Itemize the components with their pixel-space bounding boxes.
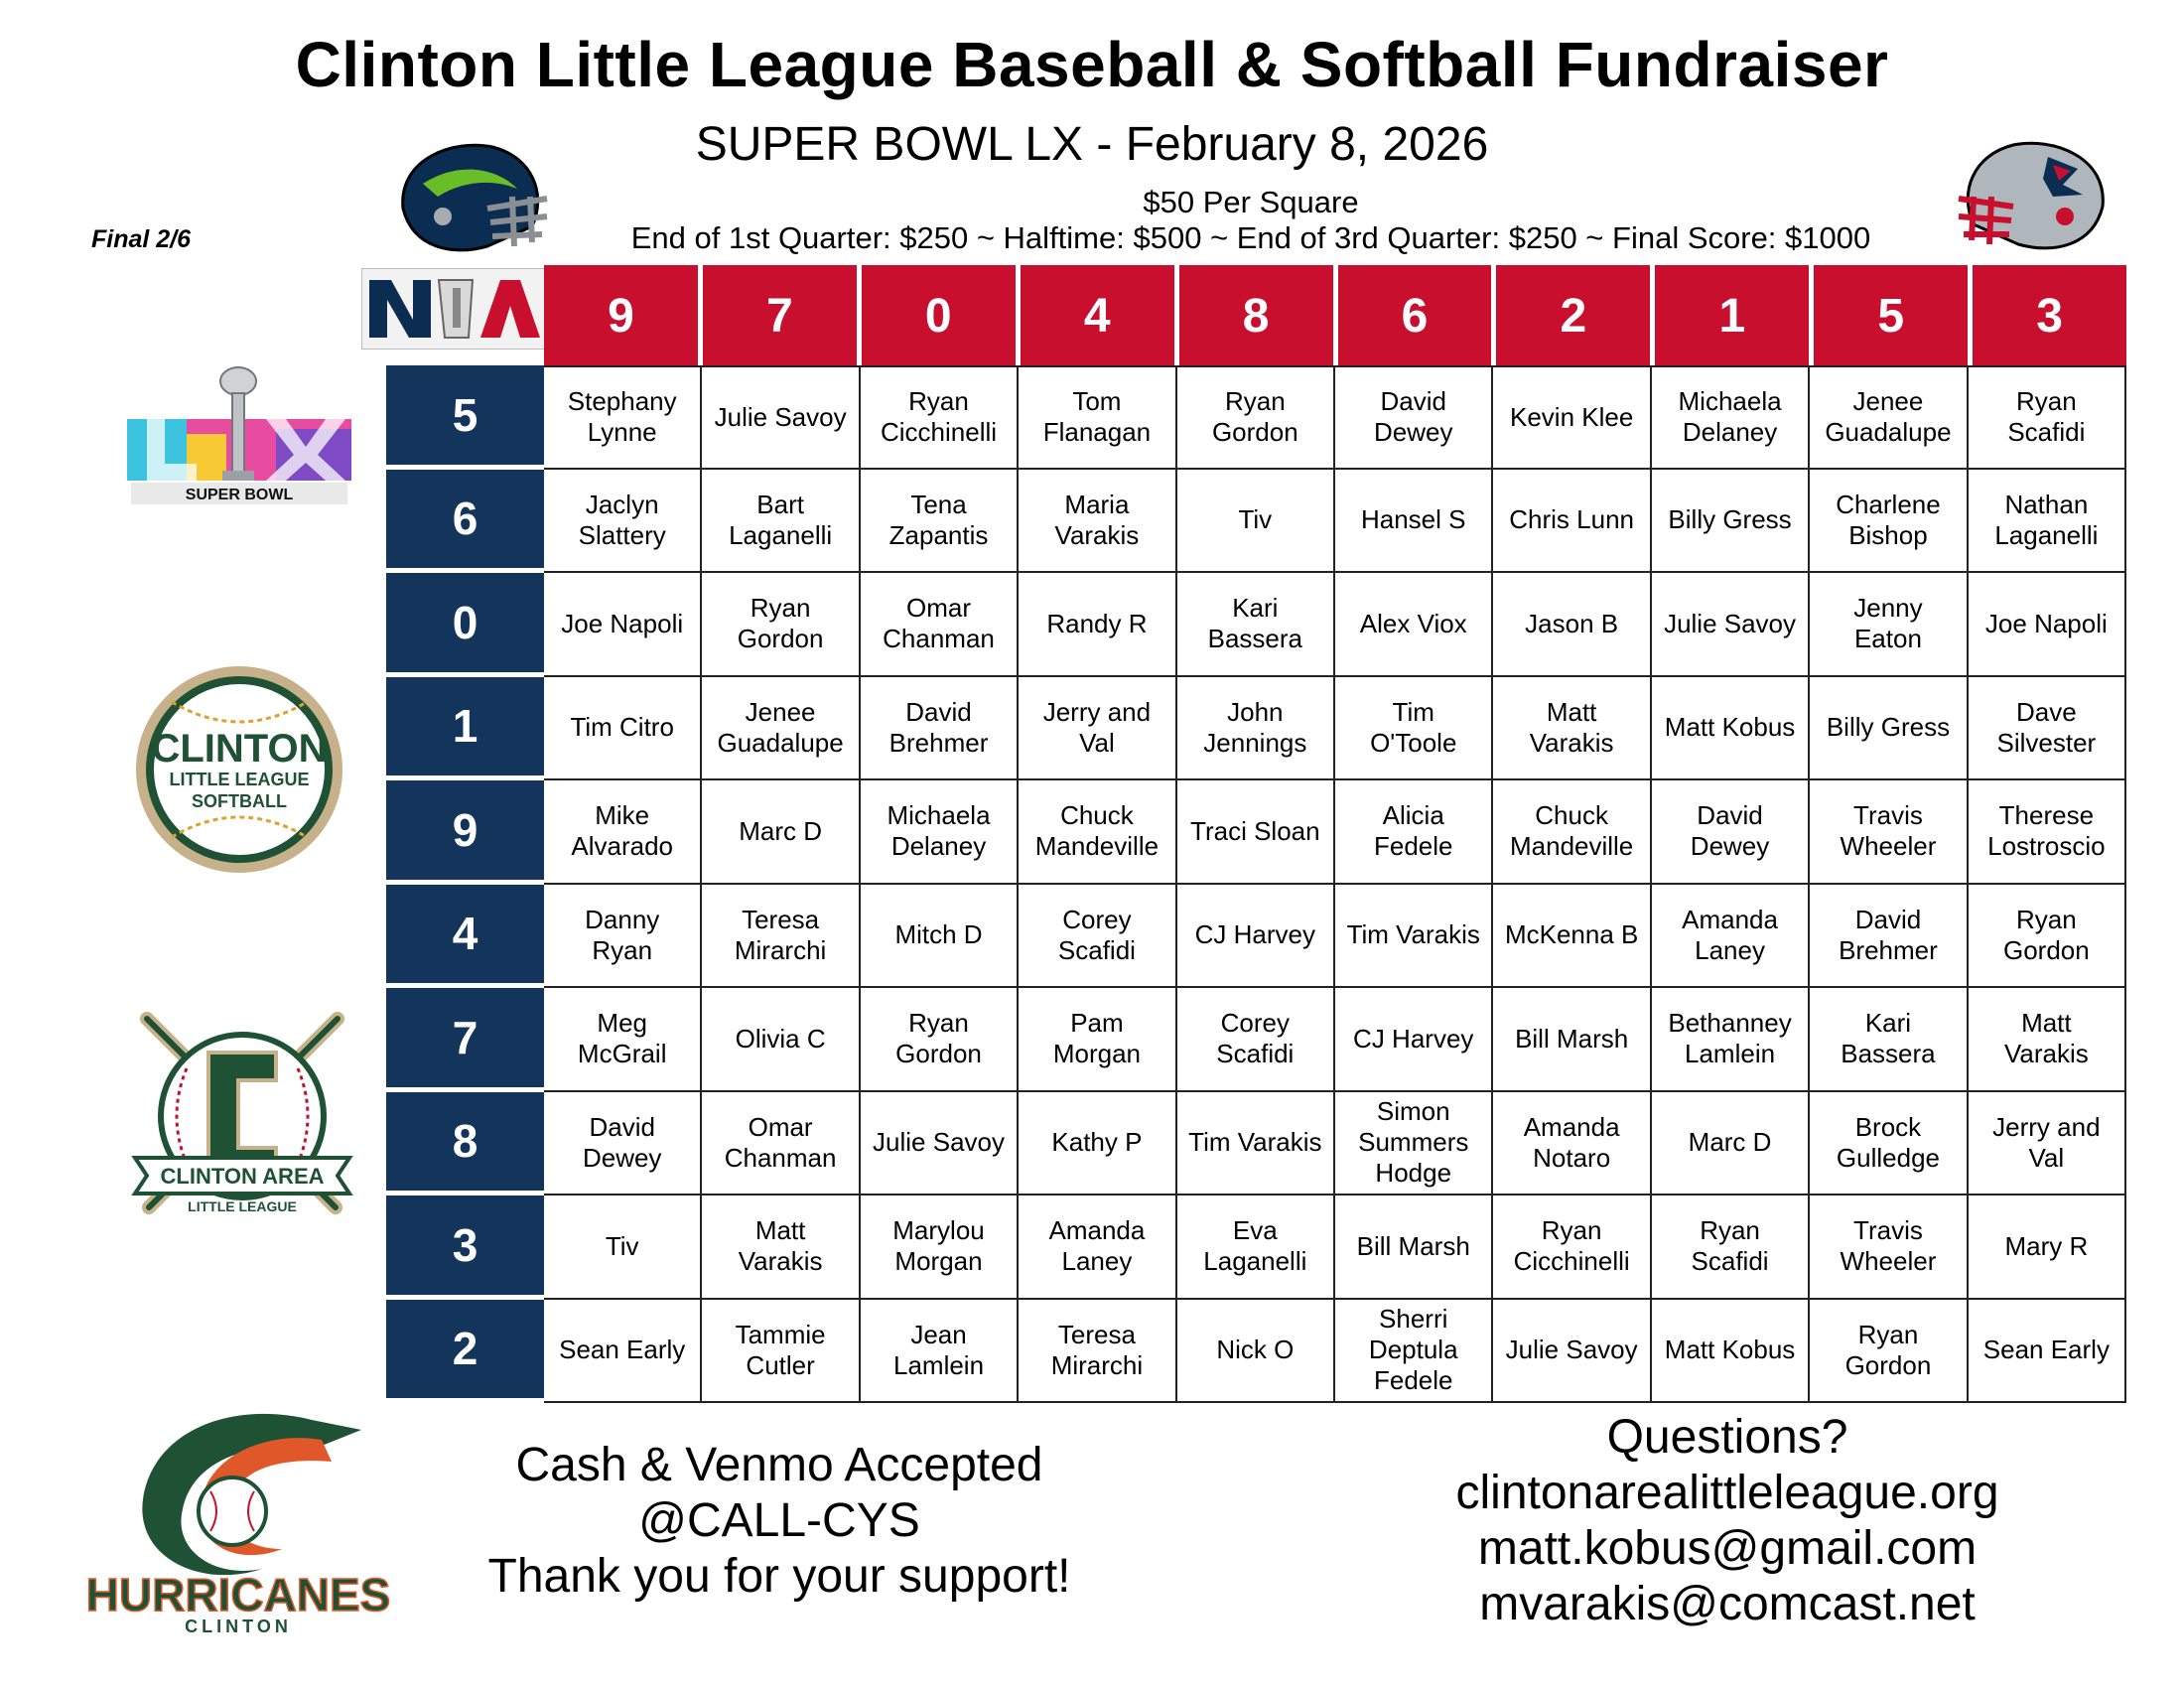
square-cell: Stephany Lynne <box>544 367 702 468</box>
square-cell: Ryan Cicchinelli <box>861 367 1019 468</box>
square-cell: Billy Gress <box>1810 677 1968 779</box>
square-cell: David Dewey <box>1652 780 1810 883</box>
square-cell: David Dewey <box>1335 367 1493 468</box>
grid-row <box>386 1196 2126 1300</box>
column-digit: 3 <box>1973 265 2126 367</box>
row-digit: 7 <box>386 988 544 1092</box>
square-cell: Jenee Guadalupe <box>702 677 860 779</box>
square-cell: Corey Scafidi <box>1019 885 1176 987</box>
square-cell: Omar Chanman <box>702 1092 860 1195</box>
square-cell: Matt Kobus <box>1652 677 1810 779</box>
square-cell: Brock Gulledge <box>1810 1092 1968 1195</box>
square-cell: Alex Viox <box>1335 573 1493 675</box>
square-cell: Bill Marsh <box>1493 988 1651 1090</box>
venmo-handle: @CALL-CYS <box>638 1494 920 1547</box>
grid-row <box>386 365 2126 470</box>
square-cell: Marylou Morgan <box>861 1196 1019 1298</box>
square-cell: Tammie Cutler <box>702 1300 860 1402</box>
superbowl-lx-logo-icon <box>127 359 351 510</box>
square-cell: Marc D <box>702 780 860 883</box>
payout-schedule: End of 1st Quarter: $250 ~ Halftime: $500 ~ End of 3rd Quarter: $250 ~ Final Score: $1000 <box>630 220 1871 255</box>
column-digit: 5 <box>1814 265 1973 367</box>
square-cell: Tim Varakis <box>1177 1092 1335 1195</box>
patriots-helmet-icon <box>1954 137 2122 258</box>
square-cell: Tena Zapantis <box>861 470 1019 572</box>
payment-info <box>417 1438 1142 1605</box>
email-link-varakis[interactable]: mvarakis@comcast.net <box>1479 1578 1976 1630</box>
row-digit: 2 <box>386 1300 544 1404</box>
thank-you-note: Thank you for your support! <box>487 1550 1071 1603</box>
square-cell: Ryan Scafidi <box>1969 367 2126 468</box>
column-digit: 2 <box>1496 265 1655 367</box>
square-cell: Danny Ryan <box>544 885 702 987</box>
square-cell: Meg McGrail <box>544 988 702 1090</box>
seahawks-helmet-icon <box>383 139 552 260</box>
final-label: Final 2/6 <box>91 225 192 253</box>
square-cell: Tiv <box>1177 470 1335 572</box>
square-cell: Chuck Mandeville <box>1493 780 1651 883</box>
square-cell: Chris Lunn <box>1493 470 1651 572</box>
squares-grid <box>386 365 2126 1403</box>
square-cell: Nathan Laganelli <box>1969 470 2126 572</box>
row-digit: 5 <box>386 365 544 470</box>
square-cell: Corey Scafidi <box>1177 988 1335 1090</box>
square-cell: Jenny Eaton <box>1810 573 1968 675</box>
square-cell: Julie Savoy <box>1493 1300 1651 1402</box>
square-cell: Marc D <box>1652 1092 1810 1195</box>
square-cell: McKenna B <box>1493 885 1651 987</box>
square-cell: Matt Varakis <box>1969 988 2126 1090</box>
svg-text:CLINTON AREA: CLINTON AREA <box>160 1164 325 1189</box>
square-cell: Eva Laganelli <box>1177 1196 1335 1298</box>
square-cell: Tiv <box>544 1196 702 1298</box>
svg-text:CLINTON: CLINTON <box>185 1617 292 1636</box>
questions-heading: Questions? <box>1606 1411 1848 1464</box>
column-digit: 4 <box>1021 265 1179 367</box>
square-cell: Bill Marsh <box>1335 1196 1493 1298</box>
square-cell: CJ Harvey <box>1177 885 1335 987</box>
square-cell: John Jennings <box>1177 677 1335 779</box>
square-cell: Ryan Gordon <box>1177 367 1335 468</box>
email-link-kobus[interactable]: matt.kobus@gmail.com <box>1477 1522 1978 1575</box>
row-digit: 0 <box>386 573 544 677</box>
square-cell: Ryan Cicchinelli <box>1493 1196 1651 1298</box>
square-cell: Tim Citro <box>544 677 702 779</box>
website-link[interactable]: clintonarealittleleague.org <box>1455 1467 1999 1519</box>
column-digit-header <box>544 265 2126 367</box>
price-per-square: $50 Per Square <box>1143 185 1359 219</box>
grid-row <box>386 1300 2126 1404</box>
grid-row <box>386 1092 2126 1196</box>
square-cell: Kari Bassera <box>1177 573 1335 675</box>
square-cell: Maria Varakis <box>1019 470 1176 572</box>
square-cell: Pam Morgan <box>1019 988 1176 1090</box>
square-cell: Nick O <box>1177 1300 1335 1402</box>
clinton-area-logo-icon <box>127 1009 357 1225</box>
grid-row <box>386 780 2126 885</box>
square-cell: Sherri Deptula Fedele <box>1335 1300 1493 1402</box>
grid-row <box>386 470 2126 574</box>
square-cell: Mike Alvarado <box>544 780 702 883</box>
svg-text:SUPER BOWL: SUPER BOWL <box>185 487 294 503</box>
svg-text:LITTLE LEAGUE: LITTLE LEAGUE <box>188 1198 297 1214</box>
square-cell: Olivia C <box>702 988 860 1090</box>
square-cell: Dave Silvester <box>1969 677 2126 779</box>
hurricanes-logo-icon <box>83 1400 393 1638</box>
column-digit: 7 <box>703 265 862 367</box>
contact-info <box>1370 1410 2085 1632</box>
grid-row <box>386 885 2126 989</box>
square-cell: David Brehmer <box>1810 885 1968 987</box>
column-digit: 9 <box>544 265 703 367</box>
square-cell: Julie Savoy <box>1652 573 1810 675</box>
square-cell: Ryan Gordon <box>861 988 1019 1090</box>
square-cell: CJ Harvey <box>1335 988 1493 1090</box>
square-cell: Mary R <box>1969 1196 2126 1298</box>
square-cell: Matt Varakis <box>1493 677 1651 779</box>
square-cell: Matt Kobus <box>1652 1300 1810 1402</box>
square-cell: Bart Laganelli <box>702 470 860 572</box>
square-cell: Kari Bassera <box>1810 988 1968 1090</box>
column-digit: 8 <box>1179 265 1338 367</box>
square-cell: Kathy P <box>1019 1092 1176 1195</box>
square-cell: Sean Early <box>1969 1300 2126 1402</box>
square-cell: Simon Summers Hodge <box>1335 1092 1493 1195</box>
page-title: Clinton Little League Baseball & Softball Fundraiser <box>295 29 1889 100</box>
square-cell: Travis Wheeler <box>1810 1196 1968 1298</box>
row-digit: 8 <box>386 1092 544 1196</box>
square-cell: Matt Varakis <box>702 1196 860 1298</box>
row-digit: 4 <box>386 885 544 989</box>
square-cell: Jerry and Val <box>1019 677 1176 779</box>
square-cell: Michaela Delaney <box>1652 367 1810 468</box>
square-cell: Michaela Delaney <box>861 780 1019 883</box>
column-digit: 0 <box>862 265 1021 367</box>
clinton-softball-logo-icon <box>132 662 346 877</box>
square-cell: Teresa Mirarchi <box>702 885 860 987</box>
square-cell: Joe Napoli <box>1969 573 2126 675</box>
svg-text:SOFTBALL: SOFTBALL <box>192 791 287 811</box>
square-cell: Amanda Laney <box>1019 1196 1176 1298</box>
square-cell: Jenee Guadalupe <box>1810 367 1968 468</box>
grid-row <box>386 573 2126 677</box>
square-cell: Chuck Mandeville <box>1019 780 1176 883</box>
square-cell: Charlene Bishop <box>1810 470 1968 572</box>
square-cell: Ryan Gordon <box>1810 1300 1968 1402</box>
square-cell: David Dewey <box>544 1092 702 1195</box>
payment-methods: Cash & Venmo Accepted <box>515 1439 1043 1491</box>
square-cell: Billy Gress <box>1652 470 1810 572</box>
square-cell: Ryan Gordon <box>702 573 860 675</box>
square-cell: Amanda Notaro <box>1493 1092 1651 1195</box>
square-cell: Tim Varakis <box>1335 885 1493 987</box>
square-cell: Randy R <box>1019 573 1176 675</box>
square-cell: Omar Chanman <box>861 573 1019 675</box>
row-digit: 3 <box>386 1196 544 1300</box>
svg-text:LITTLE LEAGUE: LITTLE LEAGUE <box>169 770 310 789</box>
column-digit: 6 <box>1338 265 1497 367</box>
square-cell: Bethanney Lamlein <box>1652 988 1810 1090</box>
square-cell: Hansel S <box>1335 470 1493 572</box>
svg-text:HURRICANES: HURRICANES <box>85 1569 391 1620</box>
square-cell: Alicia Fedele <box>1335 780 1493 883</box>
square-cell: Kevin Klee <box>1493 367 1651 468</box>
square-cell: Sean Early <box>544 1300 702 1402</box>
square-cell: Mitch D <box>861 885 1019 987</box>
row-digit: 6 <box>386 470 544 574</box>
square-cell: Traci Sloan <box>1177 780 1335 883</box>
square-cell: Jean Lamlein <box>861 1300 1019 1402</box>
column-digit: 1 <box>1655 265 1814 367</box>
square-cell: Amanda Laney <box>1652 885 1810 987</box>
grid-row <box>386 988 2126 1092</box>
square-cell: Teresa Mirarchi <box>1019 1300 1176 1402</box>
svg-text:CLINTON: CLINTON <box>151 727 328 771</box>
square-cell: Julie Savoy <box>861 1092 1019 1195</box>
square-cell: Jaclyn Slattery <box>544 470 702 572</box>
square-cell: Tom Flanagan <box>1019 367 1176 468</box>
square-cell: Jerry and Val <box>1969 1092 2126 1195</box>
square-cell: Julie Savoy <box>702 367 860 468</box>
square-cell: Ryan Scafidi <box>1652 1196 1810 1298</box>
grid-row <box>386 677 2126 781</box>
square-cell: Ryan Gordon <box>1969 885 2126 987</box>
row-digit: 9 <box>386 780 544 885</box>
square-cell: Jason B <box>1493 573 1651 675</box>
square-cell: Therese Lostroscio <box>1969 780 2126 883</box>
row-digit: 1 <box>386 677 544 781</box>
square-cell: Travis Wheeler <box>1810 780 1968 883</box>
square-cell: David Brehmer <box>861 677 1019 779</box>
square-cell: Joe Napoli <box>544 573 702 675</box>
superbowl-corner-logo-icon <box>361 268 546 350</box>
square-cell: Tim O'Toole <box>1335 677 1493 779</box>
event-subtitle: SUPER BOWL LX - February 8, 2026 <box>695 118 1489 171</box>
